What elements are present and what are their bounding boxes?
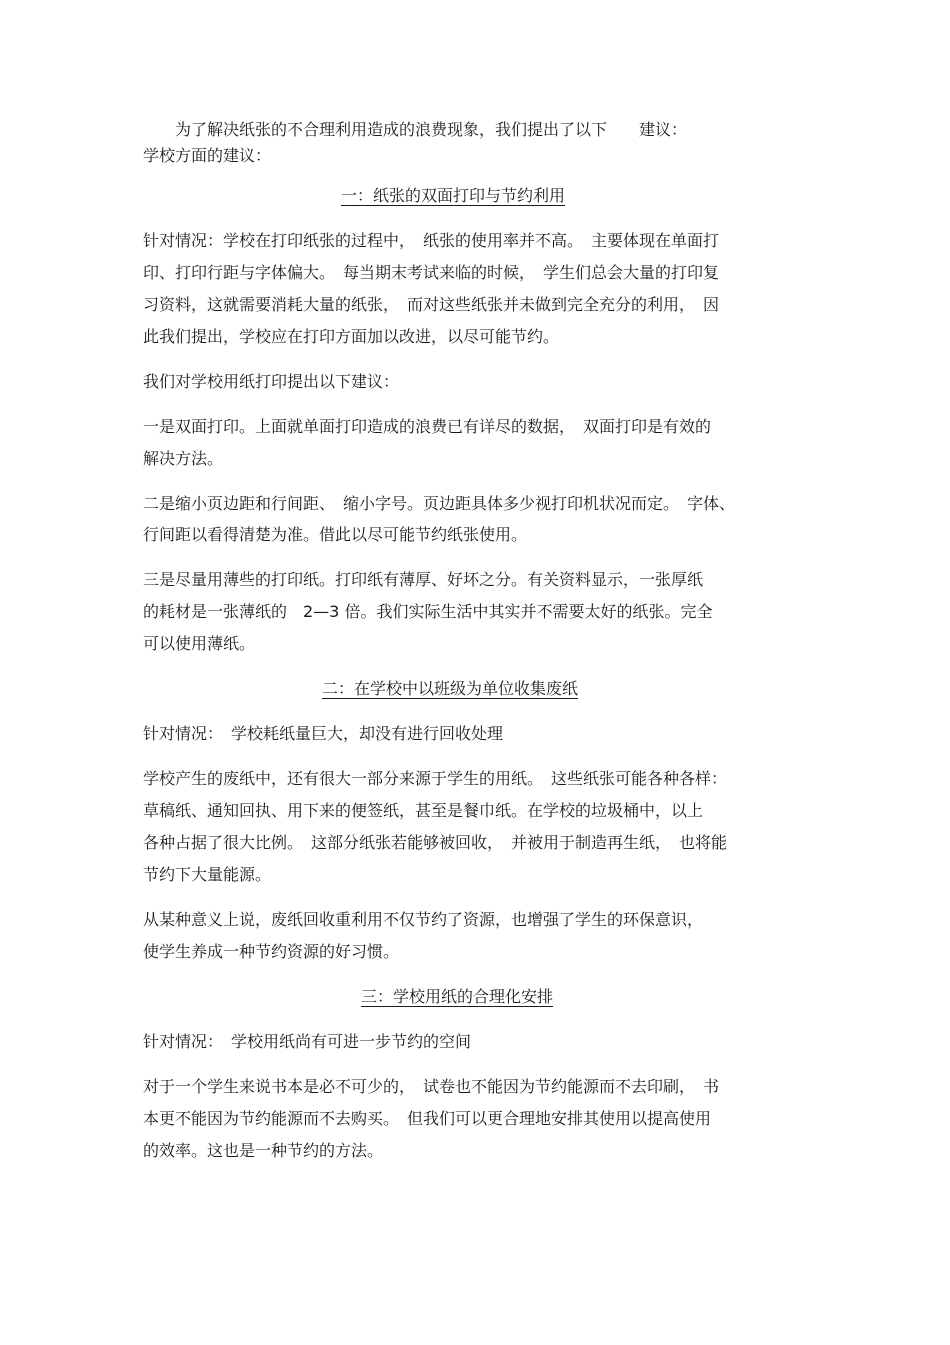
section-2-body-line-4: 节约下大量能源。 xyxy=(143,865,272,884)
section-2-situation: 针对情况： 学校耗纸量巨大，却没有进行回收处理 xyxy=(143,724,504,743)
section-3-heading: 三：学校用纸的合理化安排 xyxy=(361,987,554,1006)
section-1-heading: 一：纸张的双面打印与节约利用 xyxy=(341,186,566,205)
intro-line-2: 学校方面的建议： xyxy=(143,146,272,165)
section-1-situation-line-4: 此我们提出，学校应在打印方面加以改进，以尽可能节约。 xyxy=(143,327,560,346)
section-2-body-line-3: 各种占据了很大比例。 这部分纸张若能够被回收， 并被用于制造再生纸， 也将能 xyxy=(143,833,728,852)
section-2-body-line-1: 学校产生的废纸中，还有很大一部分来源于学生的用纸。 这些纸张可能各种各样： xyxy=(143,769,728,788)
section-3-situation: 针对情况： 学校用纸尚有可进一步节约的空间 xyxy=(143,1032,472,1051)
point-3-line-3: 可以使用薄纸。 xyxy=(143,634,256,653)
section-3-body-line-3: 的效率。这也是一种节约的方法。 xyxy=(143,1141,384,1160)
point-1-line-1: 一是双面打印。上面就单面打印造成的浪费已有详尽的数据， 双面打印是有效的 xyxy=(143,417,712,436)
point-2-line-2: 行间距以看得清楚为准。借此以尽可能节约纸张使用。 xyxy=(143,525,528,544)
section-2-body2-line-1: 从某种意义上说，废纸回收重利用不仅节约了资源，也增强了学生的环保意识， xyxy=(143,910,704,929)
section-1-lead: 我们对学校用纸打印提出以下建议： xyxy=(143,372,400,391)
section-1-situation-line-1: 针对情况：学校在打印纸张的过程中， 纸张的使用率并不高。 主要体现在单面打 xyxy=(143,231,720,250)
section-3-body-line-2: 本更不能因为节约能源而不去购买。 但我们可以更合理地安排其使用以提高使用 xyxy=(143,1109,712,1128)
section-2-heading: 二：在学校中以班级为单位收集废纸 xyxy=(322,679,579,698)
point-1-line-2: 解决方法。 xyxy=(143,449,224,468)
point-2-line-1: 二是缩小页边距和行间距、 缩小字号。页边距具体多少视打印机状况而定。 字体、 xyxy=(143,494,736,513)
section-2-body-line-2: 草稿纸、通知回执、用下来的便签纸，甚至是餐巾纸。在学校的垃圾桶中，以上 xyxy=(143,801,704,820)
section-3-body-line-1: 对于一个学生来说书本是必不可少的， 试卷也不能因为节约能源而不去印刷， 书 xyxy=(143,1077,720,1096)
section-2-body2-line-2: 使学生养成一种节约资源的好习惯。 xyxy=(143,942,400,961)
section-1-situation-line-3: 习资料，这就需要消耗大量的纸张， 而对这些纸张并未做到完全充分的利用， 因 xyxy=(143,295,720,314)
section-1-situation-line-2: 印、打印行距与字体偏大。 每当期末考试来临的时候， 学生们总会大量的打印复 xyxy=(143,263,720,282)
intro-line-1: 为了解决纸张的不合理利用造成的浪费现象，我们提出了以下 建议： xyxy=(143,120,688,139)
point-3-line-1: 三是尽量用薄些的打印纸。打印纸有薄厚、好坏之分。有关资料显示，一张厚纸 xyxy=(143,570,704,589)
point-3-line-2: 的耗材是一张薄纸的 2—3 倍。我们实际生活中其实并不需要太好的纸张。完全 xyxy=(143,602,713,621)
